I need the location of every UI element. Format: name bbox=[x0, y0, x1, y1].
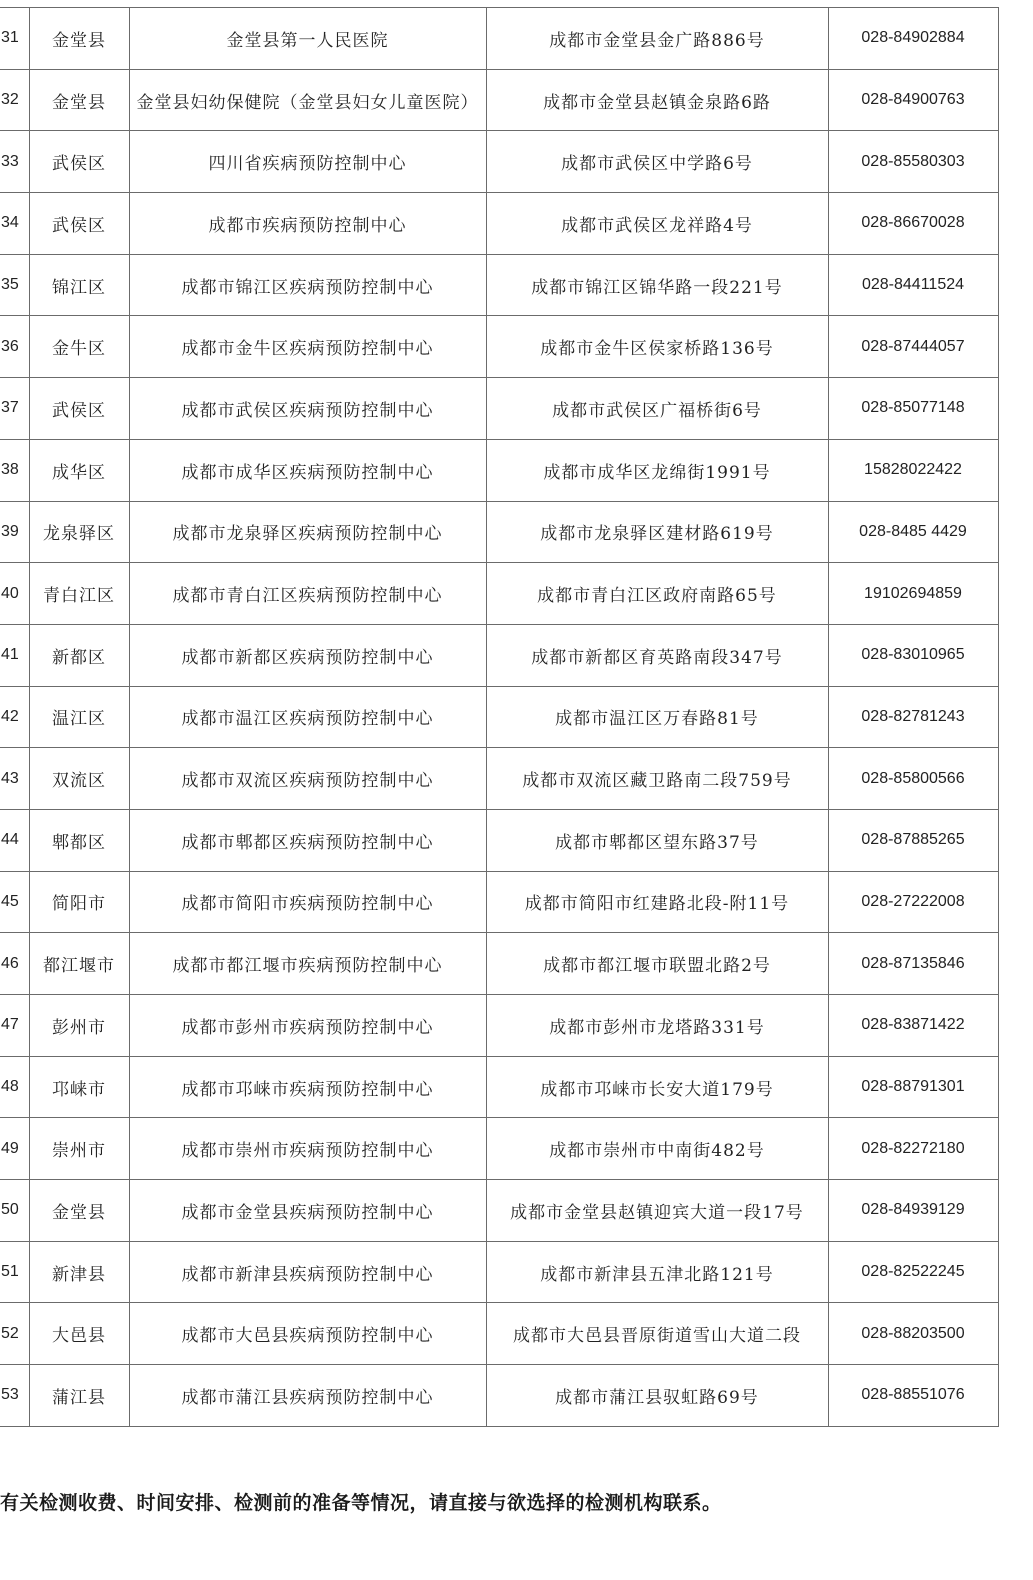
phone-cell: 028-87444057 bbox=[828, 316, 998, 378]
row-number: 49 bbox=[0, 1118, 29, 1180]
district-cell: 邛崃市 bbox=[29, 1056, 129, 1118]
institution-cell: 成都市大邑县疾病预防控制中心 bbox=[129, 1303, 486, 1365]
table-row bbox=[0, 1303, 998, 1365]
institution-cell: 成都市郫都区疾病预防控制中心 bbox=[129, 809, 486, 871]
row-number: 40 bbox=[0, 563, 29, 625]
district-cell: 青白江区 bbox=[29, 563, 129, 625]
testing-institutions-table bbox=[0, 7, 999, 1427]
address-cell: 成都市金牛区侯家桥路136号 bbox=[486, 316, 828, 378]
district-cell: 龙泉驿区 bbox=[29, 501, 129, 563]
address-cell: 成都市新都区育英路南段347号 bbox=[486, 624, 828, 686]
phone-cell: 028-87135846 bbox=[828, 933, 998, 995]
phone-cell: 028-82522245 bbox=[828, 1241, 998, 1303]
address-cell: 成都市温江区万春路81号 bbox=[486, 686, 828, 748]
institution-cell: 成都市疾病预防控制中心 bbox=[129, 193, 486, 255]
table-row bbox=[0, 1241, 998, 1303]
address-cell: 成都市锦江区锦华路一段221号 bbox=[486, 254, 828, 316]
table-row bbox=[0, 624, 998, 686]
institution-cell: 成都市青白江区疾病预防控制中心 bbox=[129, 563, 486, 625]
table-row bbox=[0, 995, 998, 1057]
row-number: 36 bbox=[0, 316, 29, 378]
district-cell: 金堂县 bbox=[29, 8, 129, 70]
table-row bbox=[0, 378, 998, 440]
institution-cell: 成都市新都区疾病预防控制中心 bbox=[129, 624, 486, 686]
address-cell: 成都市金堂县赵镇金泉路6路 bbox=[486, 69, 828, 131]
phone-cell: 028-82781243 bbox=[828, 686, 998, 748]
table-row bbox=[0, 686, 998, 748]
district-cell: 金堂县 bbox=[29, 69, 129, 131]
row-number: 42 bbox=[0, 686, 29, 748]
phone-cell: 15828022422 bbox=[828, 439, 998, 501]
table-row bbox=[0, 933, 998, 995]
institution-cell: 四川省疾病预防控制中心 bbox=[129, 131, 486, 193]
row-number: 50 bbox=[0, 1180, 29, 1242]
address-cell: 成都市金堂县金广路886号 bbox=[486, 8, 828, 70]
row-number: 46 bbox=[0, 933, 29, 995]
table-row bbox=[0, 69, 998, 131]
table-row bbox=[0, 563, 998, 625]
district-cell: 简阳市 bbox=[29, 871, 129, 933]
row-number: 43 bbox=[0, 748, 29, 810]
row-number: 33 bbox=[0, 131, 29, 193]
address-cell: 成都市武侯区中学路6号 bbox=[486, 131, 828, 193]
address-cell: 成都市龙泉驿区建材路619号 bbox=[486, 501, 828, 563]
district-cell: 武侯区 bbox=[29, 193, 129, 255]
district-cell: 大邑县 bbox=[29, 1303, 129, 1365]
district-cell: 武侯区 bbox=[29, 131, 129, 193]
institution-cell: 成都市金牛区疾病预防控制中心 bbox=[129, 316, 486, 378]
district-cell: 新津县 bbox=[29, 1241, 129, 1303]
phone-cell: 028-85580303 bbox=[828, 131, 998, 193]
table-row bbox=[0, 1118, 998, 1180]
table-row bbox=[0, 193, 998, 255]
table-row bbox=[0, 748, 998, 810]
phone-cell: 028-85077148 bbox=[828, 378, 998, 440]
district-cell: 都江堰市 bbox=[29, 933, 129, 995]
district-cell: 温江区 bbox=[29, 686, 129, 748]
address-cell: 成都市武侯区龙祥路4号 bbox=[486, 193, 828, 255]
district-cell: 彭州市 bbox=[29, 995, 129, 1057]
institution-cell: 成都市简阳市疾病预防控制中心 bbox=[129, 871, 486, 933]
institution-cell: 成都市都江堰市疾病预防控制中心 bbox=[129, 933, 486, 995]
address-cell: 成都市郫都区望东路37号 bbox=[486, 809, 828, 871]
phone-cell: 028-84902884 bbox=[828, 8, 998, 70]
row-number: 48 bbox=[0, 1056, 29, 1118]
phone-cell: 028-83871422 bbox=[828, 995, 998, 1057]
phone-cell: 028-8485 4429 bbox=[828, 501, 998, 563]
district-cell: 新都区 bbox=[29, 624, 129, 686]
district-cell: 崇州市 bbox=[29, 1118, 129, 1180]
address-cell: 成都市大邑县晋原街道雪山大道二段 bbox=[486, 1303, 828, 1365]
district-cell: 金堂县 bbox=[29, 1180, 129, 1242]
phone-cell: 19102694859 bbox=[828, 563, 998, 625]
row-number: 41 bbox=[0, 624, 29, 686]
address-cell: 成都市新津县五津北路121号 bbox=[486, 1241, 828, 1303]
table-row bbox=[0, 131, 998, 193]
row-number: 45 bbox=[0, 871, 29, 933]
district-cell: 双流区 bbox=[29, 748, 129, 810]
row-number: 31 bbox=[0, 8, 29, 70]
table-row bbox=[0, 439, 998, 501]
phone-cell: 028-84939129 bbox=[828, 1180, 998, 1242]
institution-cell: 成都市彭州市疾病预防控制中心 bbox=[129, 995, 486, 1057]
table-row bbox=[0, 501, 998, 563]
institution-cell: 金堂县第一人民医院 bbox=[129, 8, 486, 70]
institution-cell: 成都市龙泉驿区疾病预防控制中心 bbox=[129, 501, 486, 563]
row-number: 37 bbox=[0, 378, 29, 440]
row-number: 44 bbox=[0, 809, 29, 871]
row-number: 47 bbox=[0, 995, 29, 1057]
institution-cell: 成都市崇州市疾病预防控制中心 bbox=[129, 1118, 486, 1180]
institution-cell: 成都市成华区疾病预防控制中心 bbox=[129, 439, 486, 501]
table-row bbox=[0, 254, 998, 316]
row-number: 34 bbox=[0, 193, 29, 255]
table-row bbox=[0, 8, 998, 70]
row-number: 39 bbox=[0, 501, 29, 563]
address-cell: 成都市武侯区广福桥街6号 bbox=[486, 378, 828, 440]
table-row bbox=[0, 809, 998, 871]
district-cell: 蒲江县 bbox=[29, 1365, 129, 1427]
phone-cell: 028-86670028 bbox=[828, 193, 998, 255]
testing-institutions-table-container bbox=[0, 7, 998, 1427]
institution-cell: 成都市武侯区疾病预防控制中心 bbox=[129, 378, 486, 440]
district-cell: 金牛区 bbox=[29, 316, 129, 378]
row-number: 35 bbox=[0, 254, 29, 316]
table-row bbox=[0, 871, 998, 933]
address-cell: 成都市金堂县赵镇迎宾大道一段17号 bbox=[486, 1180, 828, 1242]
institution-cell: 成都市蒲江县疾病预防控制中心 bbox=[129, 1365, 486, 1427]
phone-cell: 028-88203500 bbox=[828, 1303, 998, 1365]
institution-cell: 金堂县妇幼保健院（金堂县妇女儿童医院） bbox=[129, 69, 486, 131]
table-row bbox=[0, 1365, 998, 1427]
row-number: 52 bbox=[0, 1303, 29, 1365]
address-cell: 成都市成华区龙绵街1991号 bbox=[486, 439, 828, 501]
phone-cell: 028-84411524 bbox=[828, 254, 998, 316]
district-cell: 成华区 bbox=[29, 439, 129, 501]
district-cell: 郫都区 bbox=[29, 809, 129, 871]
table-row bbox=[0, 1180, 998, 1242]
institution-cell: 成都市温江区疾病预防控制中心 bbox=[129, 686, 486, 748]
phone-cell: 028-84900763 bbox=[828, 69, 998, 131]
address-cell: 成都市蒲江县驭虹路69号 bbox=[486, 1365, 828, 1427]
address-cell: 成都市双流区藏卫路南二段759号 bbox=[486, 748, 828, 810]
phone-cell: 028-27222008 bbox=[828, 871, 998, 933]
phone-cell: 028-85800566 bbox=[828, 748, 998, 810]
address-cell: 成都市彭州市龙塔路331号 bbox=[486, 995, 828, 1057]
phone-cell: 028-88551076 bbox=[828, 1365, 998, 1427]
institution-cell: 成都市金堂县疾病预防控制中心 bbox=[129, 1180, 486, 1242]
footer-note: 有关检测收费、时间安排、检测前的准备等情况，请直接与欲选择的检测机构联系。 bbox=[0, 1492, 722, 1514]
district-cell: 武侯区 bbox=[29, 378, 129, 440]
phone-cell: 028-83010965 bbox=[828, 624, 998, 686]
institution-cell: 成都市新津县疾病预防控制中心 bbox=[129, 1241, 486, 1303]
institution-cell: 成都市邛崃市疾病预防控制中心 bbox=[129, 1056, 486, 1118]
phone-cell: 028-87885265 bbox=[828, 809, 998, 871]
phone-cell: 028-88791301 bbox=[828, 1056, 998, 1118]
address-cell: 成都市崇州市中南街482号 bbox=[486, 1118, 828, 1180]
address-cell: 成都市简阳市红建路北段-附11号 bbox=[486, 871, 828, 933]
address-cell: 成都市邛崃市长安大道179号 bbox=[486, 1056, 828, 1118]
table-row bbox=[0, 316, 998, 378]
institution-cell: 成都市锦江区疾病预防控制中心 bbox=[129, 254, 486, 316]
institution-cell: 成都市双流区疾病预防控制中心 bbox=[129, 748, 486, 810]
row-number: 53 bbox=[0, 1365, 29, 1427]
row-number: 38 bbox=[0, 439, 29, 501]
phone-cell: 028-82272180 bbox=[828, 1118, 998, 1180]
row-number: 51 bbox=[0, 1241, 29, 1303]
address-cell: 成都市都江堰市联盟北路2号 bbox=[486, 933, 828, 995]
table-row bbox=[0, 1056, 998, 1118]
district-cell: 锦江区 bbox=[29, 254, 129, 316]
address-cell: 成都市青白江区政府南路65号 bbox=[486, 563, 828, 625]
row-number: 32 bbox=[0, 69, 29, 131]
table-body bbox=[0, 8, 998, 1427]
